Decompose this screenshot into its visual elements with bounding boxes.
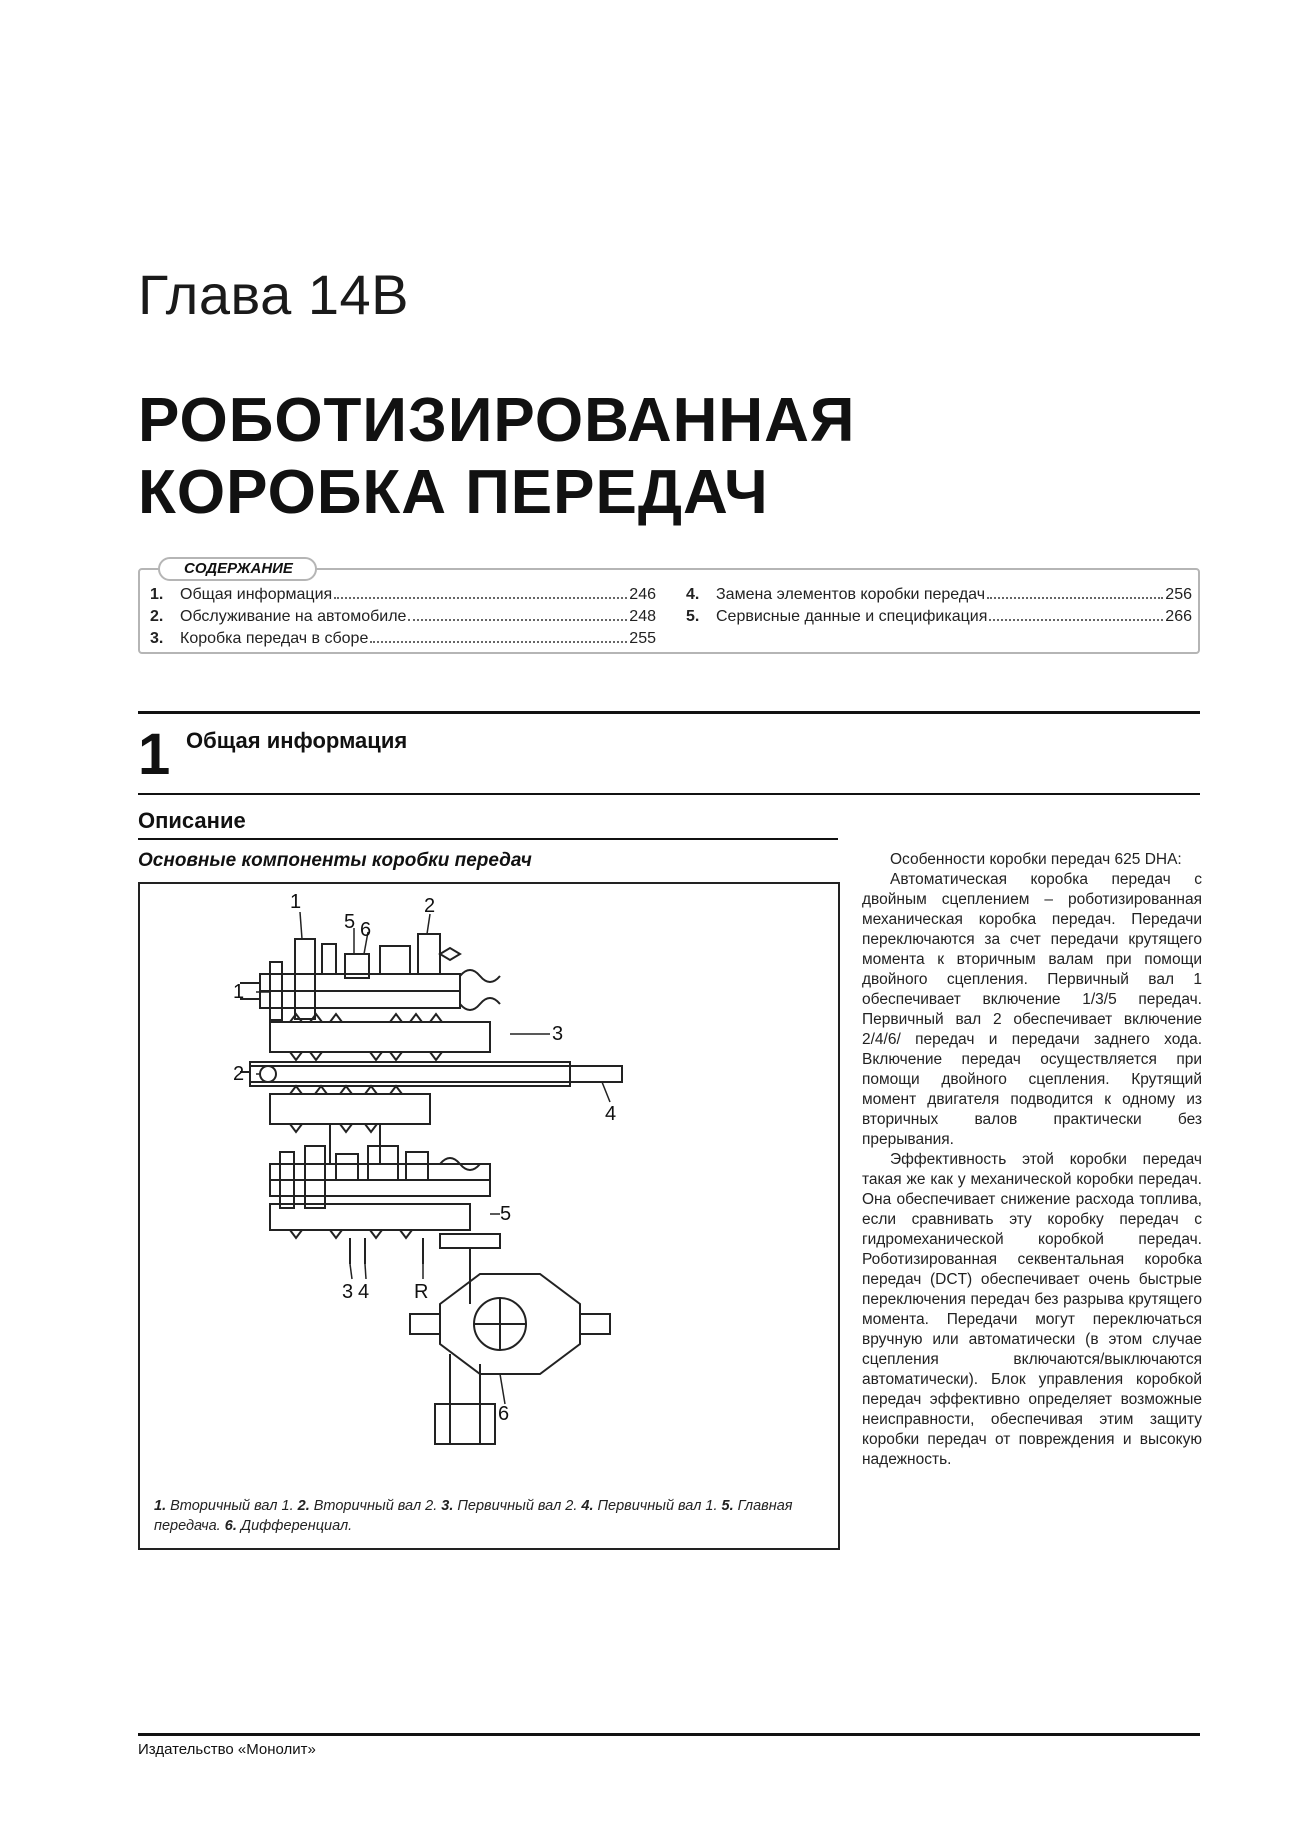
chapter-number: Глава 14В [138, 263, 409, 326]
label-bottom-r: R [414, 1281, 429, 1303]
toc-item[interactable] [686, 584, 1192, 606]
toc-item-text: Коробка передач в сборе [180, 630, 369, 647]
toc-leader-dots [408, 619, 627, 621]
description-paragraph-2: Автоматическая коробка передач с двойным сцеплением – роботизированная механическая коробка передач. Передачи переключаются за счет передачи крутящего момента к вторичным валам при помощи двойного сцепления. Первичный вал 1 обеспечивает включение 1/3/5 передач. Первичный вал 2 обеспечивает включение 2/4/6/ передач и передачи заднего хода. Включение передач осуществляется при помощи двойного сцепления. Крутящий момент двигателя подводится к одному из вторичных валов практически без прерывания. [862, 871, 1202, 1148]
transmission-diagram [140, 884, 842, 1490]
caption-text: Первичный вал 1. [597, 1498, 718, 1514]
toc-item[interactable] [150, 628, 656, 650]
subsection-divider [138, 838, 838, 840]
caption-num: 2. [297, 1498, 310, 1514]
subsection-title: Описание [138, 808, 246, 833]
caption-num: 5. [721, 1498, 734, 1514]
caption-num: 1. [154, 1498, 167, 1514]
table-of-contents [138, 560, 1200, 654]
caption-num: 6. [224, 1518, 237, 1534]
description-paragraph-1: Особенности коробки передач 625 DHA: [890, 851, 1182, 868]
figure-caption [154, 1496, 834, 1536]
toc-label: СОДЕРЖАНИЕ [158, 557, 317, 581]
toc-leader-dots [989, 619, 1163, 621]
toc-item-text: Обслуживание на автомобиле [180, 608, 407, 625]
caption-text: Дифференциал. [240, 1518, 353, 1534]
toc-column-right [686, 584, 1192, 628]
section-number: 1 [138, 722, 171, 787]
toc-item-page: 246 [629, 586, 656, 603]
section-title: Общая информация [186, 728, 408, 753]
toc-item[interactable] [150, 606, 656, 628]
label-left-1: 1 [233, 981, 245, 1003]
label-right-5: 5 [500, 1203, 512, 1225]
toc-item-number: 1. [150, 586, 164, 603]
toc-item-text: Замена элементов коробки передач [716, 586, 986, 603]
caption-num: 4. [581, 1498, 594, 1514]
caption-text: Вторичный вал 2. [313, 1498, 438, 1514]
label-bottom-3: 3 [342, 1281, 354, 1303]
toc-leader-dots [334, 597, 627, 599]
toc-item-number: 4. [686, 586, 700, 603]
label-bottom-4: 4 [358, 1281, 370, 1303]
caption-num: 3. [441, 1498, 454, 1514]
toc-item-page: 255 [629, 630, 656, 647]
description-text [862, 850, 1202, 1470]
toc-item[interactable] [150, 584, 656, 606]
caption-text: Главная передача. [154, 1498, 793, 1534]
final-drive-gear [440, 1234, 500, 1248]
toc-item-number: 5. [686, 608, 700, 625]
toc-item[interactable] [686, 606, 1192, 628]
toc-leader-dots [987, 597, 1163, 599]
label-right-4: 4 [605, 1103, 617, 1125]
footer-divider [138, 1733, 1200, 1736]
label-top-6: 6 [360, 919, 372, 941]
description-paragraph-3: Эффективность этой коробки передач такая же как у механической коробки передач. Она обеспечивает снижение расхода топлива, если сравнивать эту коробку передач с гидромеханической коробкой передач. Роботизированная секвентальная коробка передач (DCT) обеспечивает очень быстрые переключения передач без разрыва крутящего момента. Передачи могут переключаться вручную или автоматически (в этом случае сцепления включаются/выключаются автоматически). Блок управления коробкой передач эффективно определяет возможные неисправности, обеспечивая этим защиту коробки передач от повреждения и высокую надежность. [862, 1151, 1202, 1468]
toc-item-text: Общая информация [180, 586, 333, 603]
input-shaft-1 [250, 1066, 622, 1082]
figure-heading: Основные компоненты коробки передач [138, 850, 532, 871]
section-divider-bottom [138, 793, 1200, 795]
label-left-2: 2 [233, 1063, 245, 1085]
label-right-3: 3 [552, 1023, 564, 1045]
chapter-title-line-1: РОБОТИЗИРОВАННАЯ [138, 386, 856, 455]
section-divider-top [138, 711, 1200, 714]
toc-item-page: 266 [1165, 608, 1192, 625]
label-top-1: 1 [290, 891, 302, 913]
caption-text: Первичный вал 2. [457, 1498, 578, 1514]
toc-item-text: Сервисные данные и спецификация [716, 608, 988, 625]
toc-leader-dots [370, 641, 627, 643]
label-right-6: 6 [498, 1403, 510, 1425]
chapter-title-line-2: КОРОБКА ПЕРЕДАЧ [138, 458, 769, 527]
toc-column-left [150, 584, 656, 650]
label-top-5: 5 [344, 911, 356, 933]
caption-text: Вторичный вал 1. [170, 1498, 294, 1514]
toc-item-page: 256 [1165, 586, 1192, 603]
chapter-title [138, 385, 1198, 529]
label-top-2: 2 [424, 895, 436, 917]
toc-item-page: 248 [629, 608, 656, 625]
transmission-diagram-figure [138, 882, 840, 1550]
toc-item-number: 3. [150, 630, 164, 647]
toc-item-number: 2. [150, 608, 164, 625]
publisher-footer: Издательство «Монолит» [138, 1741, 316, 1758]
